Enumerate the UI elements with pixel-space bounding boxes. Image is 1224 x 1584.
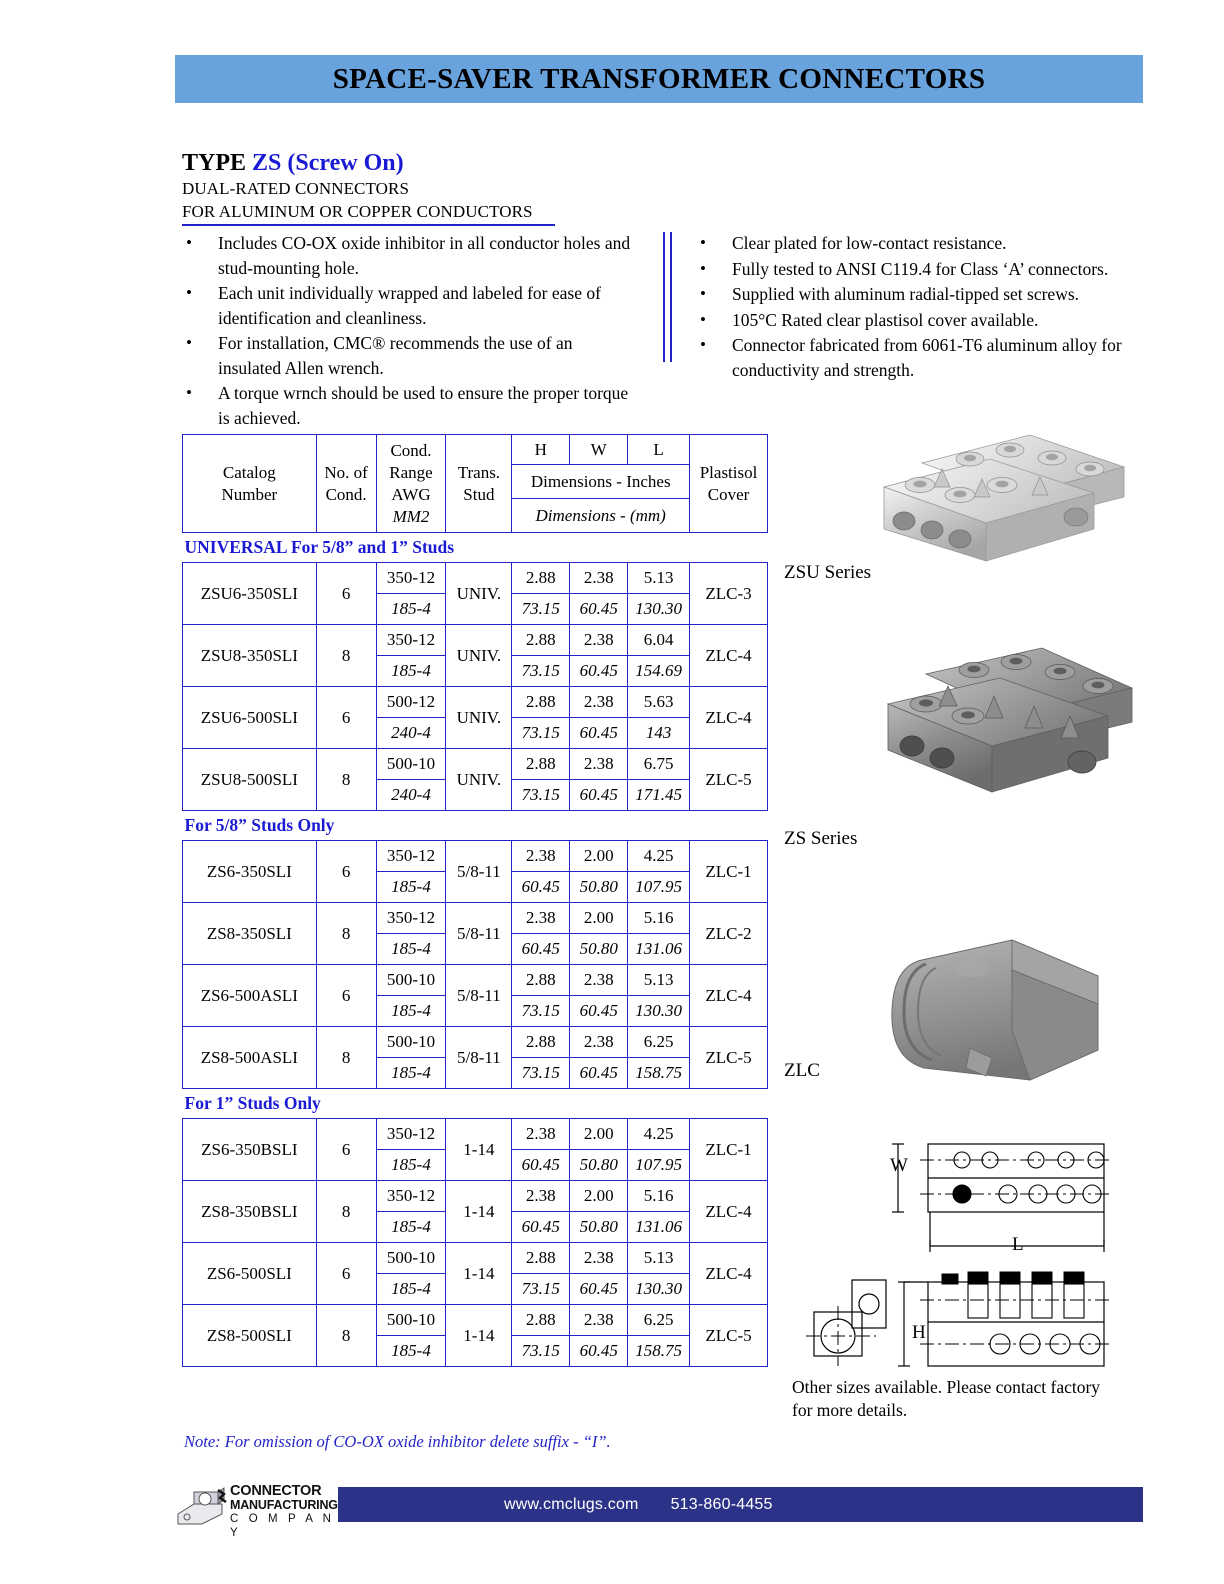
cell-l-inches: 6.25 <box>628 1305 690 1336</box>
cell-plastisol-cover: ZLC-1 <box>690 841 768 903</box>
cell-catalog-number: ZSU8-500SLI <box>183 749 317 811</box>
th-no-of-cond: No. of Cond. <box>316 435 376 533</box>
cell-plastisol-cover: ZLC-4 <box>690 1243 768 1305</box>
zlc-cover-photo <box>862 920 1127 1090</box>
cell-catalog-number: ZSU6-500SLI <box>183 687 317 749</box>
subtitle-dual-rated: DUAL-RATED CONNECTORS <box>182 179 410 198</box>
cell-w-mm: 60.45 <box>570 1274 628 1305</box>
cell-h-inches: 2.88 <box>512 1243 570 1274</box>
cell-w-inches: 2.38 <box>570 1243 628 1274</box>
cell-h-mm: 73.15 <box>512 1336 570 1367</box>
heading-rule <box>182 224 555 226</box>
th-plastisol-cover: Plastisol Cover <box>690 435 768 533</box>
cell-no-of-cond: 8 <box>316 625 376 687</box>
cell-w-mm: 60.45 <box>570 718 628 749</box>
cmc-logo-text <box>230 1484 346 1540</box>
bullet-icon: • <box>186 283 192 302</box>
cell-l-inches: 5.63 <box>628 687 690 718</box>
cell-w-inches: 2.00 <box>570 903 628 934</box>
list-item <box>186 231 636 280</box>
cell-trans-stud: 1-14 <box>446 1243 512 1305</box>
feature-text: Includes CO-OX oxide inhibitor in all conductor holes and stud-mounting hole. <box>218 233 631 278</box>
section-caption: For 5/8” Studs Only <box>184 815 335 835</box>
type-code: ZS <box>252 150 282 176</box>
cell-h-inches: 2.88 <box>512 965 570 996</box>
list-item <box>186 381 636 430</box>
th-dimensions-mm: Dimensions - (mm) <box>512 499 690 533</box>
cell-h-mm: 73.15 <box>512 780 570 811</box>
cell-w-inches: 2.00 <box>570 841 628 872</box>
cell-h-mm: 60.45 <box>512 1212 570 1243</box>
dimension-drawing <box>800 1130 1110 1370</box>
table-section-caption-row <box>183 811 768 841</box>
cell-catalog-number: ZS6-350SLI <box>183 841 317 903</box>
th-catalog-number: Catalog Number <box>183 435 317 533</box>
cell-l-inches: 6.75 <box>628 749 690 780</box>
th-cond-range: Cond. Range AWG MM2 <box>376 435 446 533</box>
table-row <box>183 687 768 718</box>
th-h: H <box>512 435 570 465</box>
cell-awg-range: 350-12 <box>376 625 446 656</box>
cell-awg-range: 500-12 <box>376 687 446 718</box>
cell-h-inches: 2.88 <box>512 749 570 780</box>
logo-line-connector: CONNECTOR <box>230 1483 322 1499</box>
table-row <box>183 1243 768 1274</box>
cell-awg-range: 500-10 <box>376 965 446 996</box>
cell-l-inches: 4.25 <box>628 1119 690 1150</box>
cell-mm2-range: 185-4 <box>376 872 446 903</box>
footer-bar <box>338 1487 1143 1522</box>
cell-h-mm: 73.15 <box>512 656 570 687</box>
dimension-label-w: W <box>890 1155 908 1176</box>
cell-w-mm: 50.80 <box>570 934 628 965</box>
cell-awg-range: 350-12 <box>376 1181 446 1212</box>
cell-l-mm: 131.06 <box>628 1212 690 1243</box>
cmc-logo <box>174 1483 346 1539</box>
cell-no-of-cond: 6 <box>316 1119 376 1181</box>
cell-awg-range: 500-10 <box>376 1243 446 1274</box>
cell-plastisol-cover: ZLC-3 <box>690 563 768 625</box>
bullet-icon: • <box>186 233 192 252</box>
cell-l-inches: 4.25 <box>628 841 690 872</box>
cell-w-mm: 60.45 <box>570 1336 628 1367</box>
cell-l-mm: 143 <box>628 718 690 749</box>
logo-line-manufacturing: MANUFACTURING <box>230 1498 338 1512</box>
table-row <box>183 841 768 872</box>
bullet-icon: • <box>186 383 192 402</box>
cell-l-mm: 130.30 <box>628 996 690 1027</box>
cell-plastisol-cover: ZLC-5 <box>690 749 768 811</box>
cell-mm2-range: 185-4 <box>376 594 446 625</box>
cell-h-mm: 60.45 <box>512 872 570 903</box>
cell-mm2-range: 185-4 <box>376 1212 446 1243</box>
cell-catalog-number: ZSU8-350SLI <box>183 625 317 687</box>
th-dimensions-inches: Dimensions - Inches <box>512 465 690 499</box>
cell-l-mm: 131.06 <box>628 934 690 965</box>
cell-mm2-range: 185-4 <box>376 1150 446 1181</box>
section-caption: UNIVERSAL For 5/8” and 1” Studs <box>184 537 455 557</box>
cell-no-of-cond: 6 <box>316 841 376 903</box>
cell-plastisol-cover: ZLC-5 <box>690 1305 768 1367</box>
cell-awg-range: 350-12 <box>376 903 446 934</box>
cell-l-inches: 5.13 <box>628 563 690 594</box>
cell-awg-range: 500-10 <box>376 749 446 780</box>
cell-no-of-cond: 8 <box>316 903 376 965</box>
bullet-icon: • <box>700 233 706 252</box>
footnote: Note: For omission of CO-OX oxide inhibitor delete suffix - “I”. <box>184 1432 611 1451</box>
zsu-series-photo <box>862 425 1138 570</box>
cell-trans-stud: UNIV. <box>446 625 512 687</box>
cell-w-inches: 2.38 <box>570 625 628 656</box>
features-right-column <box>700 231 1150 383</box>
cell-mm2-range: 185-4 <box>376 996 446 1027</box>
logo-line-company: C O M P A N Y <box>230 1513 335 1539</box>
cell-h-inches: 2.38 <box>512 1181 570 1212</box>
cell-mm2-range: 185-4 <box>376 1058 446 1089</box>
cell-no-of-cond: 6 <box>316 1243 376 1305</box>
feature-text: Supplied with aluminum radial-tipped set screws. <box>732 284 1080 304</box>
specifications-table <box>182 434 768 1367</box>
cell-no-of-cond: 8 <box>316 1027 376 1089</box>
bullet-icon: • <box>700 309 706 329</box>
bullet-icon: • <box>186 333 192 352</box>
cell-no-of-cond: 6 <box>316 687 376 749</box>
cell-h-inches: 2.88 <box>512 625 570 656</box>
cell-awg-range: 500-10 <box>376 1305 446 1336</box>
cell-catalog-number: ZS6-350BSLI <box>183 1119 317 1181</box>
cell-h-inches: 2.88 <box>512 1305 570 1336</box>
list-item <box>186 281 636 330</box>
cell-w-mm: 60.45 <box>570 780 628 811</box>
cell-h-inches: 2.88 <box>512 563 570 594</box>
cell-plastisol-cover: ZLC-4 <box>690 687 768 749</box>
cell-l-mm: 171.45 <box>628 780 690 811</box>
subtitle-conductors: FOR ALUMINUM OR COPPER CONDUCTORS <box>182 202 533 221</box>
cell-w-inches: 2.38 <box>570 1305 628 1336</box>
cell-w-mm: 60.45 <box>570 996 628 1027</box>
cell-trans-stud: 5/8-11 <box>446 965 512 1027</box>
cell-l-inches: 5.13 <box>628 965 690 996</box>
bullet-icon: • <box>700 335 706 354</box>
feature-text: 105°C Rated clear plastisol cover available. <box>732 309 1039 330</box>
th-w: W <box>570 435 628 465</box>
table-section-caption-row <box>183 1089 768 1119</box>
cell-w-inches: 2.38 <box>570 1027 628 1058</box>
table-row <box>183 903 768 934</box>
cell-mm2-range: 185-4 <box>376 1336 446 1367</box>
cell-mm2-range: 185-4 <box>376 656 446 687</box>
cell-trans-stud: 5/8-11 <box>446 1027 512 1089</box>
column-divider <box>663 232 672 362</box>
table-header-row <box>183 435 768 465</box>
cell-no-of-cond: 8 <box>316 749 376 811</box>
feature-text: Fully tested to ANSI C119.4 for Class ‘A’ connectors. <box>732 258 1109 279</box>
cell-mm2-range: 240-4 <box>376 718 446 749</box>
cell-h-mm: 73.15 <box>512 1274 570 1305</box>
cell-trans-stud: UNIV. <box>446 687 512 749</box>
cell-l-mm: 154.69 <box>628 656 690 687</box>
type-heading-block <box>182 150 555 226</box>
th-l: L <box>628 435 690 465</box>
cell-mm2-range: 185-4 <box>376 934 446 965</box>
cell-l-inches: 5.13 <box>628 1243 690 1274</box>
type-suffix: (Screw On) <box>287 150 404 176</box>
feature-text: Connector fabricated from 6061-T6 aluminum alloy for conductivity and strength. <box>732 335 1122 380</box>
bullet-icon: • <box>700 284 706 303</box>
list-item <box>700 231 1150 256</box>
cell-awg-range: 350-12 <box>376 841 446 872</box>
feature-text: A torque wrnch should be used to ensure the proper torque is achieved. <box>218 383 629 428</box>
cell-catalog-number: ZS8-350SLI <box>183 903 317 965</box>
type-prefix: TYPE <box>182 150 247 176</box>
cell-mm2-range: 185-4 <box>376 1274 446 1305</box>
cell-l-inches: 5.16 <box>628 1181 690 1212</box>
list-item <box>700 257 1150 282</box>
list-item <box>700 333 1150 382</box>
cell-w-inches: 2.38 <box>570 749 628 780</box>
table-row <box>183 1119 768 1150</box>
feature-text: Each unit individually wrapped and labeled for ease of identification and cleanliness. <box>218 283 601 328</box>
cell-no-of-cond: 8 <box>316 1305 376 1367</box>
cell-w-mm: 50.80 <box>570 872 628 903</box>
page-banner <box>175 55 1143 103</box>
photo-label-zsu: ZSU Series <box>784 562 872 583</box>
table-row <box>183 1181 768 1212</box>
cell-w-inches: 2.38 <box>570 687 628 718</box>
cell-catalog-number: ZS6-500ASLI <box>183 965 317 1027</box>
cell-catalog-number: ZS8-350BSLI <box>183 1181 317 1243</box>
cell-no-of-cond: 6 <box>316 563 376 625</box>
cell-h-inches: 2.38 <box>512 841 570 872</box>
cell-catalog-number: ZS6-500SLI <box>183 1243 317 1305</box>
cell-l-mm: 107.95 <box>628 1150 690 1181</box>
features-left-column <box>186 231 636 431</box>
cell-trans-stud: 5/8-11 <box>446 841 512 903</box>
list-item <box>700 308 1150 333</box>
type-heading-line <box>182 150 555 177</box>
table-section-caption-row <box>183 533 768 563</box>
cell-l-mm: 158.75 <box>628 1336 690 1367</box>
bullet-icon: • <box>700 258 706 278</box>
cell-h-inches: 2.38 <box>512 1119 570 1150</box>
cell-plastisol-cover: ZLC-2 <box>690 903 768 965</box>
cell-plastisol-cover: ZLC-4 <box>690 1181 768 1243</box>
section-caption: For 1” Studs Only <box>184 1093 321 1113</box>
cell-w-inches: 2.38 <box>570 563 628 594</box>
cell-l-inches: 6.25 <box>628 1027 690 1058</box>
cell-h-mm: 60.45 <box>512 1150 570 1181</box>
cell-h-inches: 2.88 <box>512 1027 570 1058</box>
cell-w-mm: 50.80 <box>570 1212 628 1243</box>
th-trans-stud: Trans. Stud <box>446 435 512 533</box>
cell-trans-stud: 1-14 <box>446 1305 512 1367</box>
cell-awg-range: 350-12 <box>376 563 446 594</box>
cell-trans-stud: UNIV. <box>446 563 512 625</box>
cell-plastisol-cover: ZLC-1 <box>690 1119 768 1181</box>
zs-series-photo <box>870 640 1140 820</box>
table-row <box>183 1027 768 1058</box>
cell-no-of-cond: 6 <box>316 965 376 1027</box>
feature-text: For installation, CMC® recommends the use of an insulated Allen wrench. <box>218 333 573 378</box>
cell-l-mm: 107.95 <box>628 872 690 903</box>
cell-l-inches: 6.04 <box>628 625 690 656</box>
cell-plastisol-cover: ZLC-4 <box>690 965 768 1027</box>
cell-h-mm: 73.15 <box>512 996 570 1027</box>
cell-catalog-number: ZSU6-350SLI <box>183 563 317 625</box>
cell-l-mm: 130.30 <box>628 594 690 625</box>
cell-w-mm: 50.80 <box>570 1150 628 1181</box>
cell-h-mm: 73.15 <box>512 594 570 625</box>
list-item <box>700 282 1150 307</box>
other-sizes-note: Other sizes available. Please contact factory for more details. <box>792 1377 1101 1420</box>
photo-label-zs: ZS Series <box>784 828 858 849</box>
cell-l-mm: 130.30 <box>628 1274 690 1305</box>
cell-h-inches: 2.88 <box>512 687 570 718</box>
list-item <box>186 331 636 380</box>
cell-w-mm: 60.45 <box>570 656 628 687</box>
cell-l-inches: 5.16 <box>628 903 690 934</box>
dimension-label-l: L <box>1012 1234 1024 1255</box>
dimension-label-h: H <box>912 1322 926 1343</box>
feature-text: Clear plated for low-contact resistance. <box>732 233 1007 253</box>
cell-w-mm: 60.45 <box>570 594 628 625</box>
table-row <box>183 749 768 780</box>
cmc-logo-icon <box>174 1484 228 1528</box>
cell-h-mm: 73.15 <box>512 1058 570 1089</box>
cell-h-mm: 60.45 <box>512 934 570 965</box>
cell-trans-stud: UNIV. <box>446 749 512 811</box>
cell-w-mm: 60.45 <box>570 1058 628 1089</box>
footer-phone[interactable]: 513-860-4455 <box>670 1495 773 1513</box>
photo-label-zlc: ZLC <box>784 1060 820 1081</box>
footer-website-link[interactable]: www.cmclugs.com <box>504 1495 639 1513</box>
cell-catalog-number: ZS8-500ASLI <box>183 1027 317 1089</box>
cell-l-mm: 158.75 <box>628 1058 690 1089</box>
page-title: SPACE-SAVER TRANSFORMER CONNECTORS <box>332 62 986 95</box>
cell-w-inches: 2.00 <box>570 1181 628 1212</box>
cell-awg-range: 350-12 <box>376 1119 446 1150</box>
cell-w-inches: 2.38 <box>570 965 628 996</box>
cell-plastisol-cover: ZLC-4 <box>690 625 768 687</box>
cell-h-mm: 73.15 <box>512 718 570 749</box>
cell-trans-stud: 1-14 <box>446 1119 512 1181</box>
cell-trans-stud: 5/8-11 <box>446 903 512 965</box>
cell-w-inches: 2.00 <box>570 1119 628 1150</box>
table-row <box>183 563 768 594</box>
cell-h-inches: 2.38 <box>512 903 570 934</box>
cell-catalog-number: ZS8-500SLI <box>183 1305 317 1367</box>
table-row <box>183 965 768 996</box>
cell-no-of-cond: 8 <box>316 1181 376 1243</box>
cell-plastisol-cover: ZLC-5 <box>690 1027 768 1089</box>
cell-awg-range: 500-10 <box>376 1027 446 1058</box>
cell-mm2-range: 240-4 <box>376 780 446 811</box>
table-row <box>183 625 768 656</box>
table-row <box>183 1305 768 1336</box>
cell-trans-stud: 1-14 <box>446 1181 512 1243</box>
